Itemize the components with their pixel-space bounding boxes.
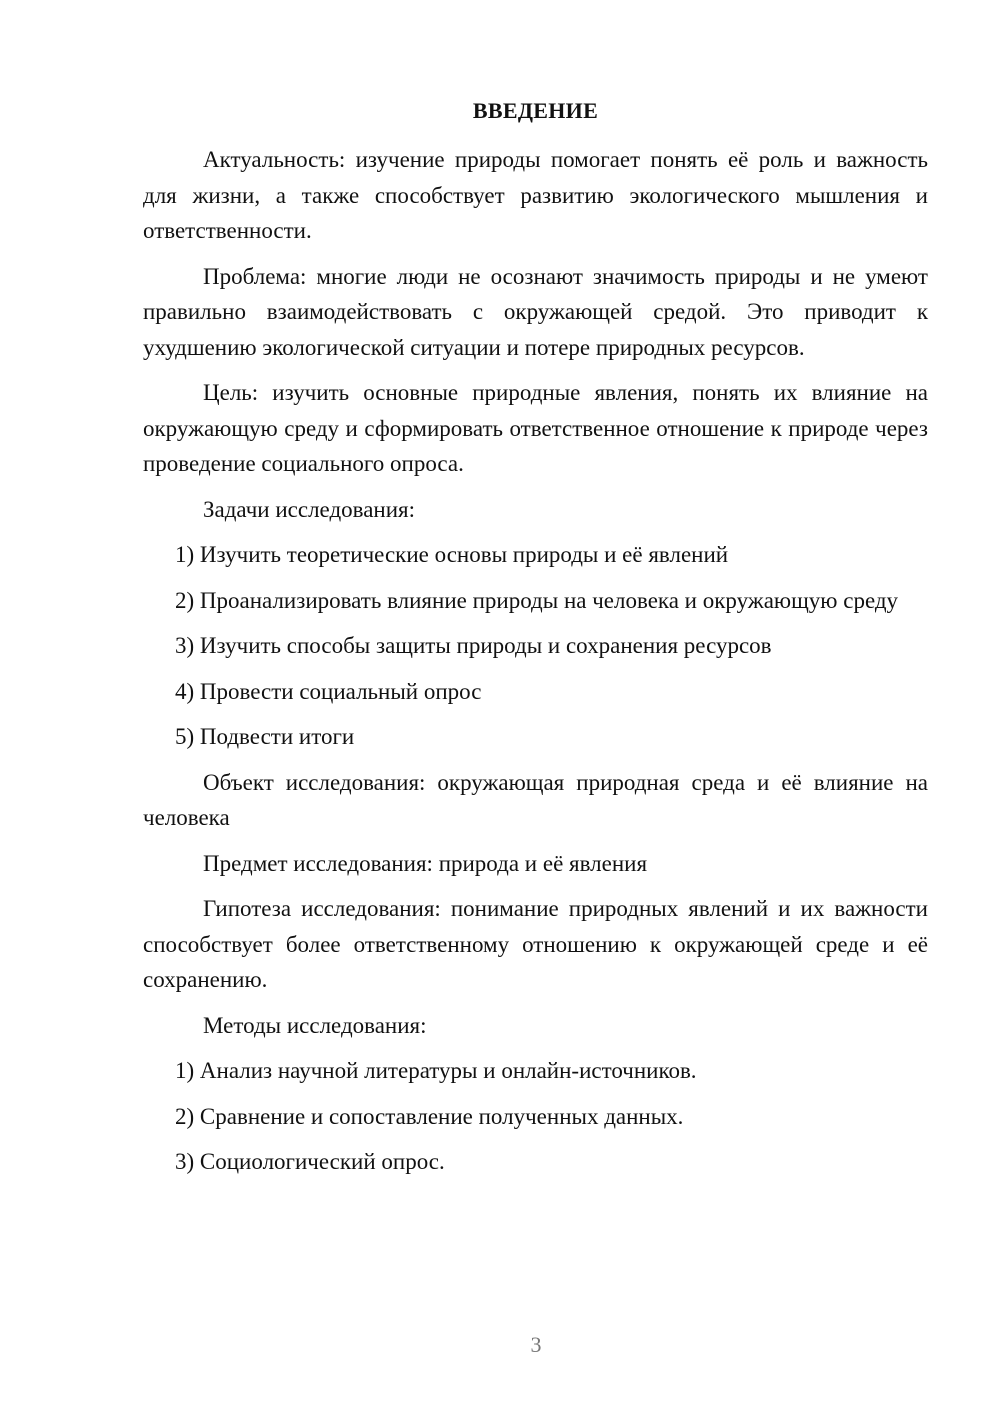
list-item-task-5: 5) Подвести итоги (175, 724, 355, 749)
list-item-task-1: 1) Изучить теоретические основы природы и её явлений (175, 542, 729, 567)
list-item-task-2: 2) Проанализировать влияние природы на человека и окружающую среду (175, 587, 899, 613)
paragraph-goal: Цель: изучить основные природные явления, понять их влияние на окружающую среду и сформировать ответственное отношение к природе через проведение социального опроса. (143, 380, 928, 476)
paragraph-object: Объект исследования: окружающая природная среда и её влияние на человека (143, 769, 928, 830)
page-number: 3 (530, 1332, 542, 1357)
list-item-method-1: 1) Анализ научной литературы и онлайн-источников. (175, 1058, 697, 1083)
paragraph-problem: Проблема: многие люди не осознают значимость природы и не умеют правильно взаимодействовать с окружающей средой. Это приводит к ухудшению экологической ситуации и потере природных ресурсов. (143, 263, 928, 360)
paragraph-methods-heading: Методы исследования: (203, 1012, 427, 1038)
paragraph-subject: Предмет исследования: природа и её явления (203, 850, 648, 876)
paragraph-hypothesis: Гипотеза исследования: понимание природных явлений и их важности способствует более ответственному отношению к окружающей среде и её сохранению. (143, 896, 928, 992)
list-item-method-3: 3) Социологический опрос. (175, 1149, 445, 1174)
list-item-method-2: 2) Сравнение и сопоставление полученных данных. (175, 1103, 684, 1129)
document-body (143, 142, 928, 1190)
list-item-task-3: 3) Изучить способы защиты природы и сохранения ресурсов (175, 633, 772, 658)
paragraph-relevance: Актуальность: изучение природы помогает понять её роль и важность для жизни, а также способствует развитию экологического мышления и ответственности. (143, 147, 928, 243)
list-item-task-4: 4) Провести социальный опрос (175, 678, 482, 704)
page-title: ВВЕДЕНИЕ (472, 98, 599, 123)
paragraph-tasks-heading: Задачи исследования: (203, 496, 416, 522)
